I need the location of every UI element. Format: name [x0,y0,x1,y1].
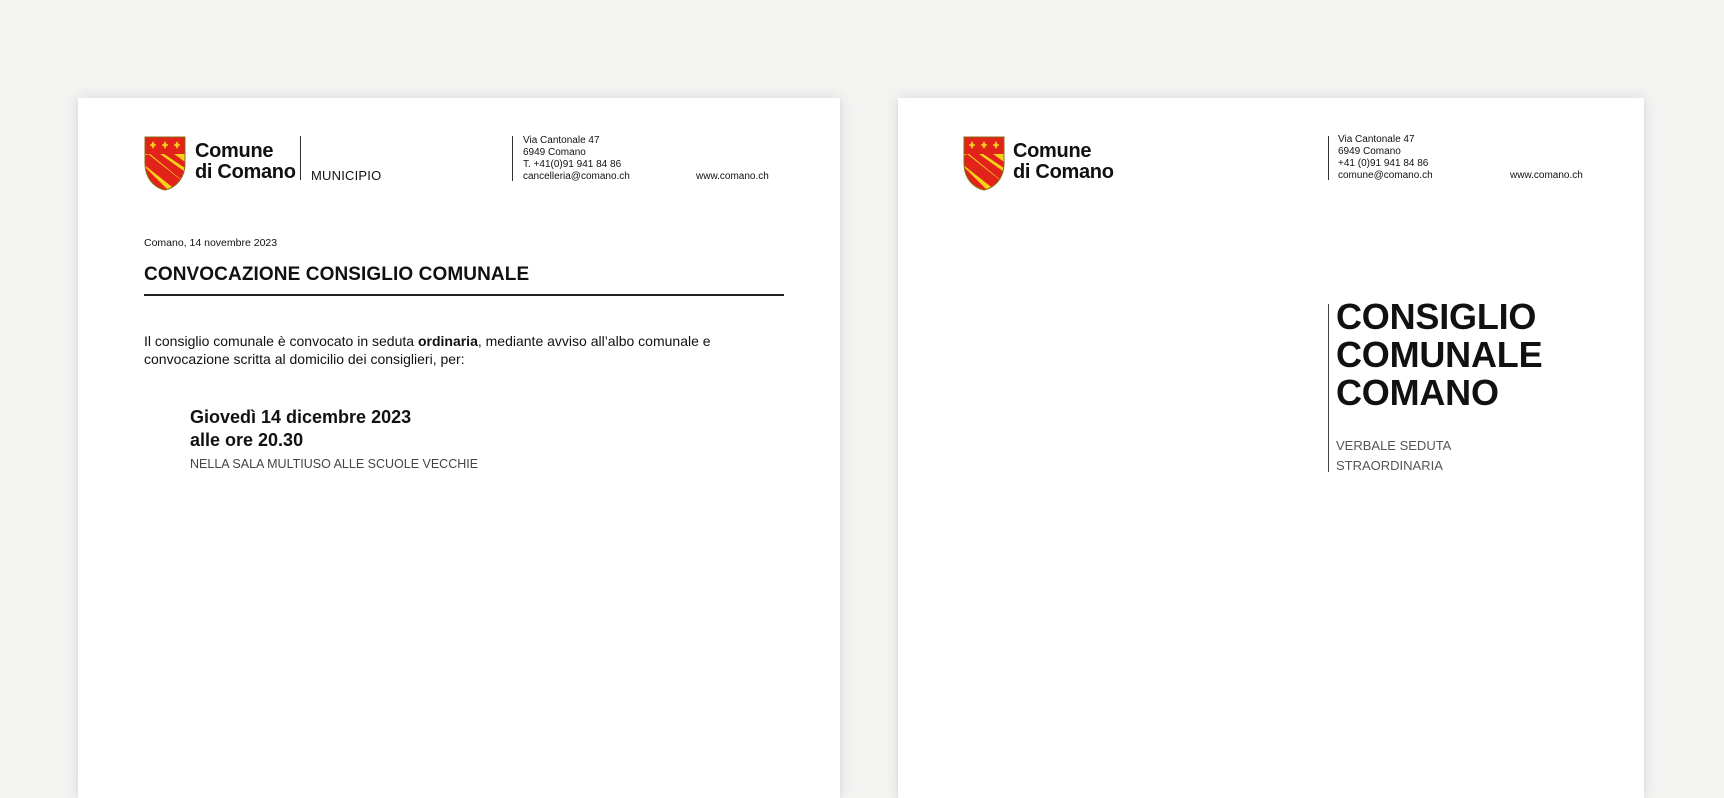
meeting-datetime [190,406,411,452]
address-phone: T. +41(0)91 941 84 86 [523,159,622,170]
body-paragraph [144,332,784,368]
logo-line-2: di Comano [195,161,296,183]
address-email[interactable]: comune@comano.ch [1338,170,1433,181]
logo-wordmark [195,141,296,183]
body-text-start: Il consiglio comunale è convocato in seduta [144,333,418,349]
address-email[interactable]: cancelleria@comano.ch [523,171,630,182]
body-text-end: , mediante avviso all’albo comunale e convocazione scritta al domicilio dei consiglieri, per: [144,333,711,367]
cover-title-line-2: COMUNALE [1336,334,1543,375]
address-street: Via Cantonale 47 [1338,134,1415,145]
cover-subtitle [1336,436,1451,476]
document-title: CONVOCAZIONE CONSIGLIO COMUNALE [144,264,530,285]
coat-of-arms-icon [963,136,1005,191]
address-city: 6949 Comano [1338,146,1401,157]
logo-wordmark [1013,141,1114,183]
address-street: Via Cantonale 47 [523,135,600,146]
website-link[interactable]: www.comano.ch [1510,170,1583,181]
address-city: 6949 Comano [523,147,586,158]
title-underline [144,294,784,296]
address-divider [1328,136,1329,180]
address-block [523,135,630,183]
address-phone: +41 (0)91 941 84 86 [1338,158,1429,169]
cover-sheet-verbale [898,98,1644,798]
logo-line-2: di Comano [1013,161,1114,183]
body-text-bold: ordinaria [417,333,478,349]
letter-sheet-convocazione [78,98,840,798]
logo-line-1: Comune [1013,140,1092,162]
meeting-date: Giovedì 14 dicembre 2023 [190,407,412,427]
cover-title-line-1: CONSIGLIO [1336,296,1537,337]
date-line: Comano, 14 novembre 2023 [144,237,278,249]
meeting-venue: NELLA SALA MULTIUSO ALLE SCUOLE VECCHIE [190,457,479,471]
department-label: MUNICIPIO [311,168,382,183]
cover-title [1336,298,1542,412]
meeting-time: alle ore 20.30 [190,430,304,450]
cover-subtitle-line-1: VERBALE SEDUTA [1336,438,1452,453]
address-block [1338,134,1433,182]
cover-divider [1328,304,1329,472]
logo-divider [300,136,301,180]
cover-title-line-3: COMANO [1336,372,1499,413]
website-link[interactable]: www.comano.ch [696,171,769,182]
cover-subtitle-line-2: STRAORDINARIA [1336,458,1443,473]
address-divider [512,136,513,181]
logo-line-1: Comune [195,140,274,162]
coat-of-arms-icon [144,136,186,191]
